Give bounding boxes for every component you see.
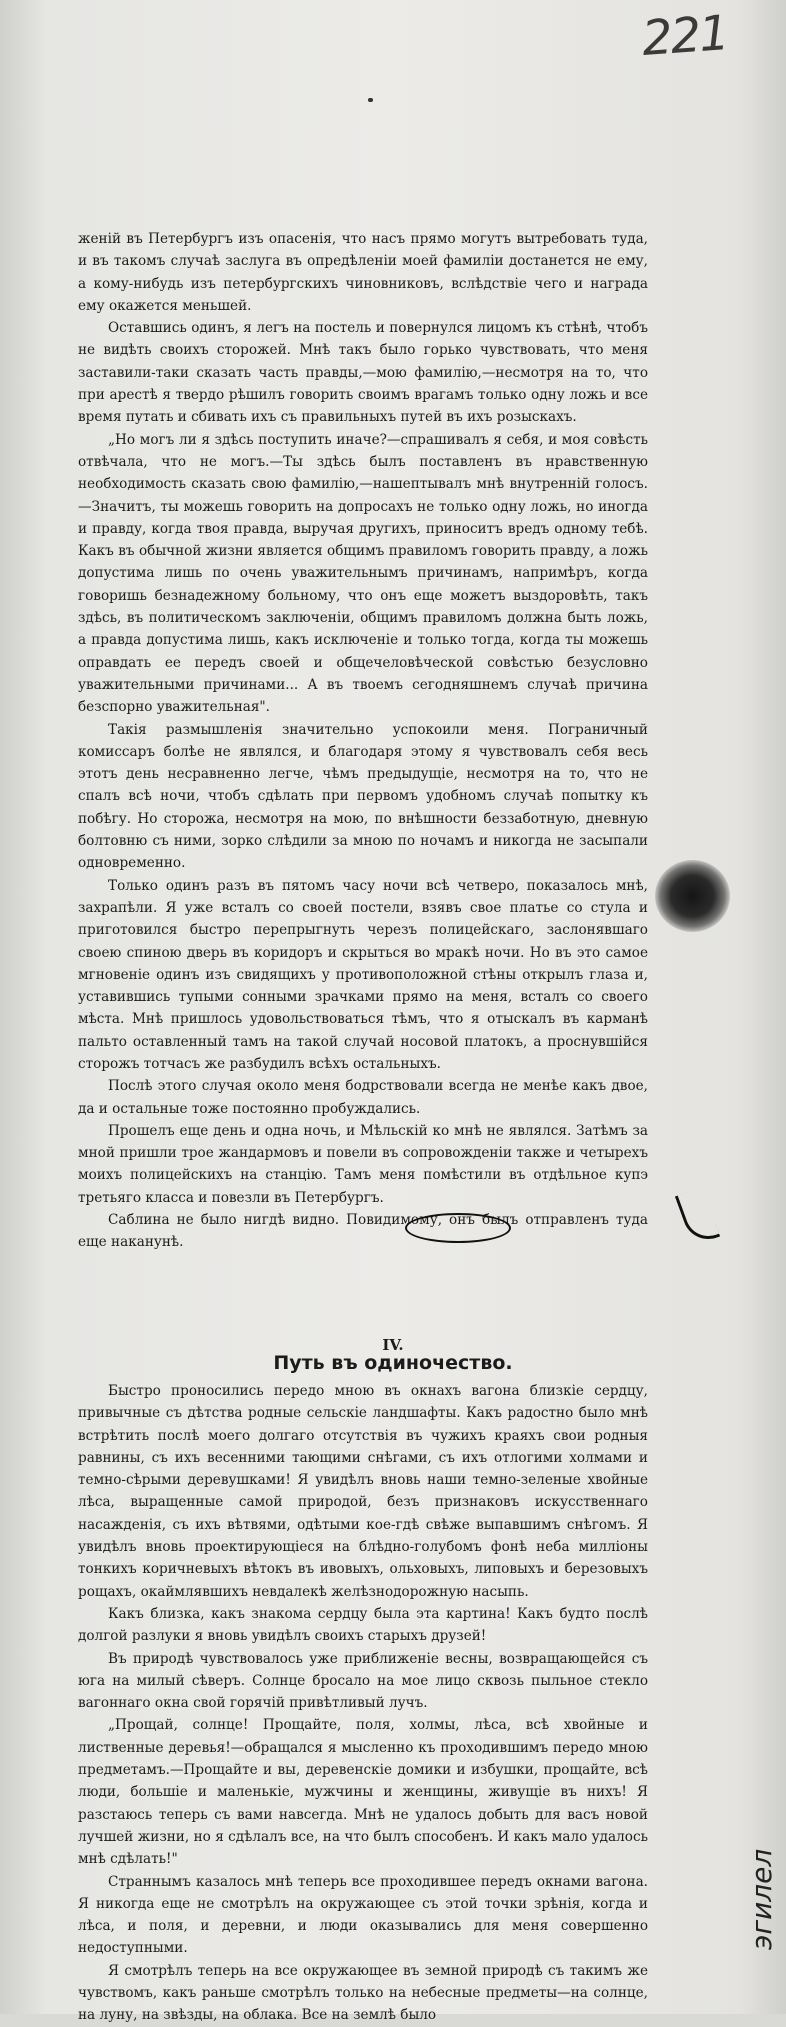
paragraph: Только одинъ разъ въ пятомъ часу ночи всѣ четверо, показалось мнѣ, захрапѣли. Я уже всталъ со своей постели, взявъ свое платье со стула и приготовился быстро перепрыгнуть черезъ полицейскаго, заслонявшаго своею спиною дверь въ коридоръ и скрыться во мракѣ ночи. Но въ это самое мгновеніе одинъ изъ свидящихъ у противоположной стѣны открылъ глаза и, уставившись тупыми сонными зрачками прямо на меня, всталъ со своего мѣста. Мнѣ пришлось удовольствоваться тѣмъ, что я отыскалъ въ карманѣ пальто оставленный тамъ на такой случай носовой платокъ, а проснувшійся сторожъ тотчасъ же разбудилъ всѣхъ остальныхъ. — [78, 877, 648, 1072]
paragraph: Послѣ этого случая около меня бодрствовали всегда не менѣе какъ двое, да и остальные тоже постоянно пробуждались. — [78, 1078, 648, 1117]
margin-pencil-mark — [675, 1187, 720, 1247]
pencil-circle-mark — [405, 1213, 511, 1243]
chapter-title: Путь въ одиночество. — [273, 1352, 513, 1374]
paragraph: „Но могъ ли я здѣсь поступить иначе?—спрашивалъ я себя, и моя совѣсть отвѣчала, что не могъ.—Ты здѣсь былъ поставленъ въ нравственную необходимость сказать свою фамилію,—нашептывалъ мнѣ внутренній голосъ.—Значитъ, ты можешь говорить на допросахъ не только одну ложь, но иногда и правду, когда твоя правда, выручая другихъ, приноситъ вредъ одному тебѣ. Какъ въ обычной жизни является общимъ правиломъ говорить правду, а ложь допустима лишь по очень уважительнымъ причинамъ, напримѣръ, когда говоришь безнадежному больному, что онъ еще можетъ выздоровѣть, такъ здѣсь, въ политическомъ заключеніи, общимъ правиломъ должна быть ложь, а правда допустима лишь, какъ исключеніе и только тогда, когда ты можешь оправдать ее передъ своей и общечеловѣческой совѣстью безусловно уважительными причинами... А въ твоемъ сегодняшнемъ случаѣ причина безспорно уважительная". — [78, 431, 648, 716]
paragraph: Прошелъ еще день и одна ночь, и Мѣльскій ко мнѣ не являлся. Затѣмъ за мной пришли трое жандармовъ и повели въ сопровожденіи также и четырехъ моихъ полицейскихъ на станцію. Тамъ меня помѣстили въ отдѣльное купэ третьяго класса и повезли въ Петербургъ. — [78, 1122, 648, 1206]
paragraph: Въ природѣ чувствовалось уже приближеніе весны, возвращающейся съ юга на милый сѣверъ. Солнце бросало на мое лицо сквозь пыльное стекло вагоннаго окна свой горячій привѣтливый лучъ. — [78, 1650, 648, 1712]
margin-note: эгилел — [745, 1848, 778, 1950]
folio-number: 221 — [640, 5, 730, 67]
paragraph: „Прощай, солнце! Прощайте, поля, холмы, лѣса, всѣ хвойные и лиственные деревья!—обращался я мысленно къ проходившимъ передо мною предметамъ.—Прощайте и вы, деревенскіе домики и избушки, прощайте, всѣ люди, большіе и маленькіе, мужчины и женщины, живущіе въ нихъ! Я разстаюсь теперь съ вами навсегда. Мнѣ не удалось добыть для васъ новой лучшей жизни, но я сдѣлалъ все, на что былъ способенъ. И какъ мало удалось мнѣ сдѣлать!" — [78, 1717, 648, 1868]
paragraph: Какъ близка, какъ знакома сердцу была эта картина! Какъ будто послѣ долгой разлуки я вновь увидѣлъ своихъ старыхъ друзей! — [78, 1605, 648, 1645]
paragraph: Саблина не было нигдѣ видно. Повидимому, онъ былъ отправленъ туда еще наканунѣ. — [78, 1212, 648, 1251]
paragraph: Оставшись одинъ, я легъ на постель и повернулся лицомъ къ стѣнѣ, чтобъ не видѣть своихъ сторожей. Мнѣ такъ было горько чувствовать, что меня заставили-таки сказать часть правды,—мою фамилію,—несмотря на то, что при арестѣ я твердо рѣшилъ говорить своимъ врагамъ только одну ложь и все время путать и сбивать ихъ съ правильныхъ путей въ ихъ розыскахъ. — [78, 320, 648, 426]
paragraph: Быстро проносились передо мною въ окнахъ вагона близкіе сердцу, привычные съ дѣтства родные сельскіе ландшафты. Какъ радостно было мнѣ встрѣтить послѣ моего долгаго отсутствія въ чужихъ краяхъ свои родныя равнины, съ ихъ весенними тающими снѣгами, съ ихъ отлогими холмами и темно-сѣрыми деревушками! Я увидѣлъ вновь наши темно-зеленые хвойные лѣса, выращенные самой природой, безъ признаковъ искусственнаго насажденія, съ ихъ вѣтвями, одѣтыми кое-гдѣ свѣже выпавшимъ снѣгомъ. Я увидѣлъ вновь проектирующіеся на блѣдно-голубомъ фонѣ неба милліоны тонкихъ коричневыхъ вѣтокъ въ ивовыхъ, ольховыхъ, липовыхъ и березовыхъ рощахъ, окаймлявшихъ невдалекѣ желѣзнодорожную насыпь. — [78, 1383, 648, 1600]
ink-dot — [368, 98, 373, 102]
ink-blot — [655, 860, 730, 932]
paragraph: Я смотрѣлъ теперь на все окружающее въ земной природѣ съ такимъ же чувствомъ, какъ раньше смотрѣлъ только на небесные предметы—на солнце, на луну, на звѣзды, на облака. Все на землѣ было — [78, 1962, 648, 2024]
paragraph: Страннымъ казалось мнѣ теперь все проходившее передъ окнами вагона. Я никогда еще не смотрѣлъ на окружающее съ этой точки зрѣнія, когда и лѣса, и поля, и деревни, и люди оказывались для меня совершенно недоступными. — [78, 1873, 648, 1957]
paragraph: Такія размышленія значительно успокоили меня. Пограничный комиссаръ болѣе не являлся, и благодаря этому я чувствовалъ себя весь этотъ день несравненно легче, чѣмъ предыдущіе, несмотря на то, что не спалъ всѣ ночи, чтобъ сдѣлать при первомъ удобномъ случаѣ попытку къ побѣгу. Но сторожа, несмотря на мою, по внѣшности беззаботную, дневную болтовню съ ними, зорко слѣдили за мною по ночамъ и никогда не засыпали одновременно. — [78, 721, 648, 872]
paragraph: женій въ Петербургъ изъ опасенія, что насъ прямо могутъ вытребовать туда, и въ такомъ случаѣ заслуга въ опредѣленіи моей фамиліи достанется не ему, а кому-нибудь изъ петербургскихъ чиновниковъ, вслѣдствіе чего и награда ему окажется меньшей. — [78, 231, 648, 314]
chapter-body — [78, 1380, 648, 2027]
chapter-number: IV. — [382, 1336, 404, 1354]
body-text — [78, 228, 648, 1254]
